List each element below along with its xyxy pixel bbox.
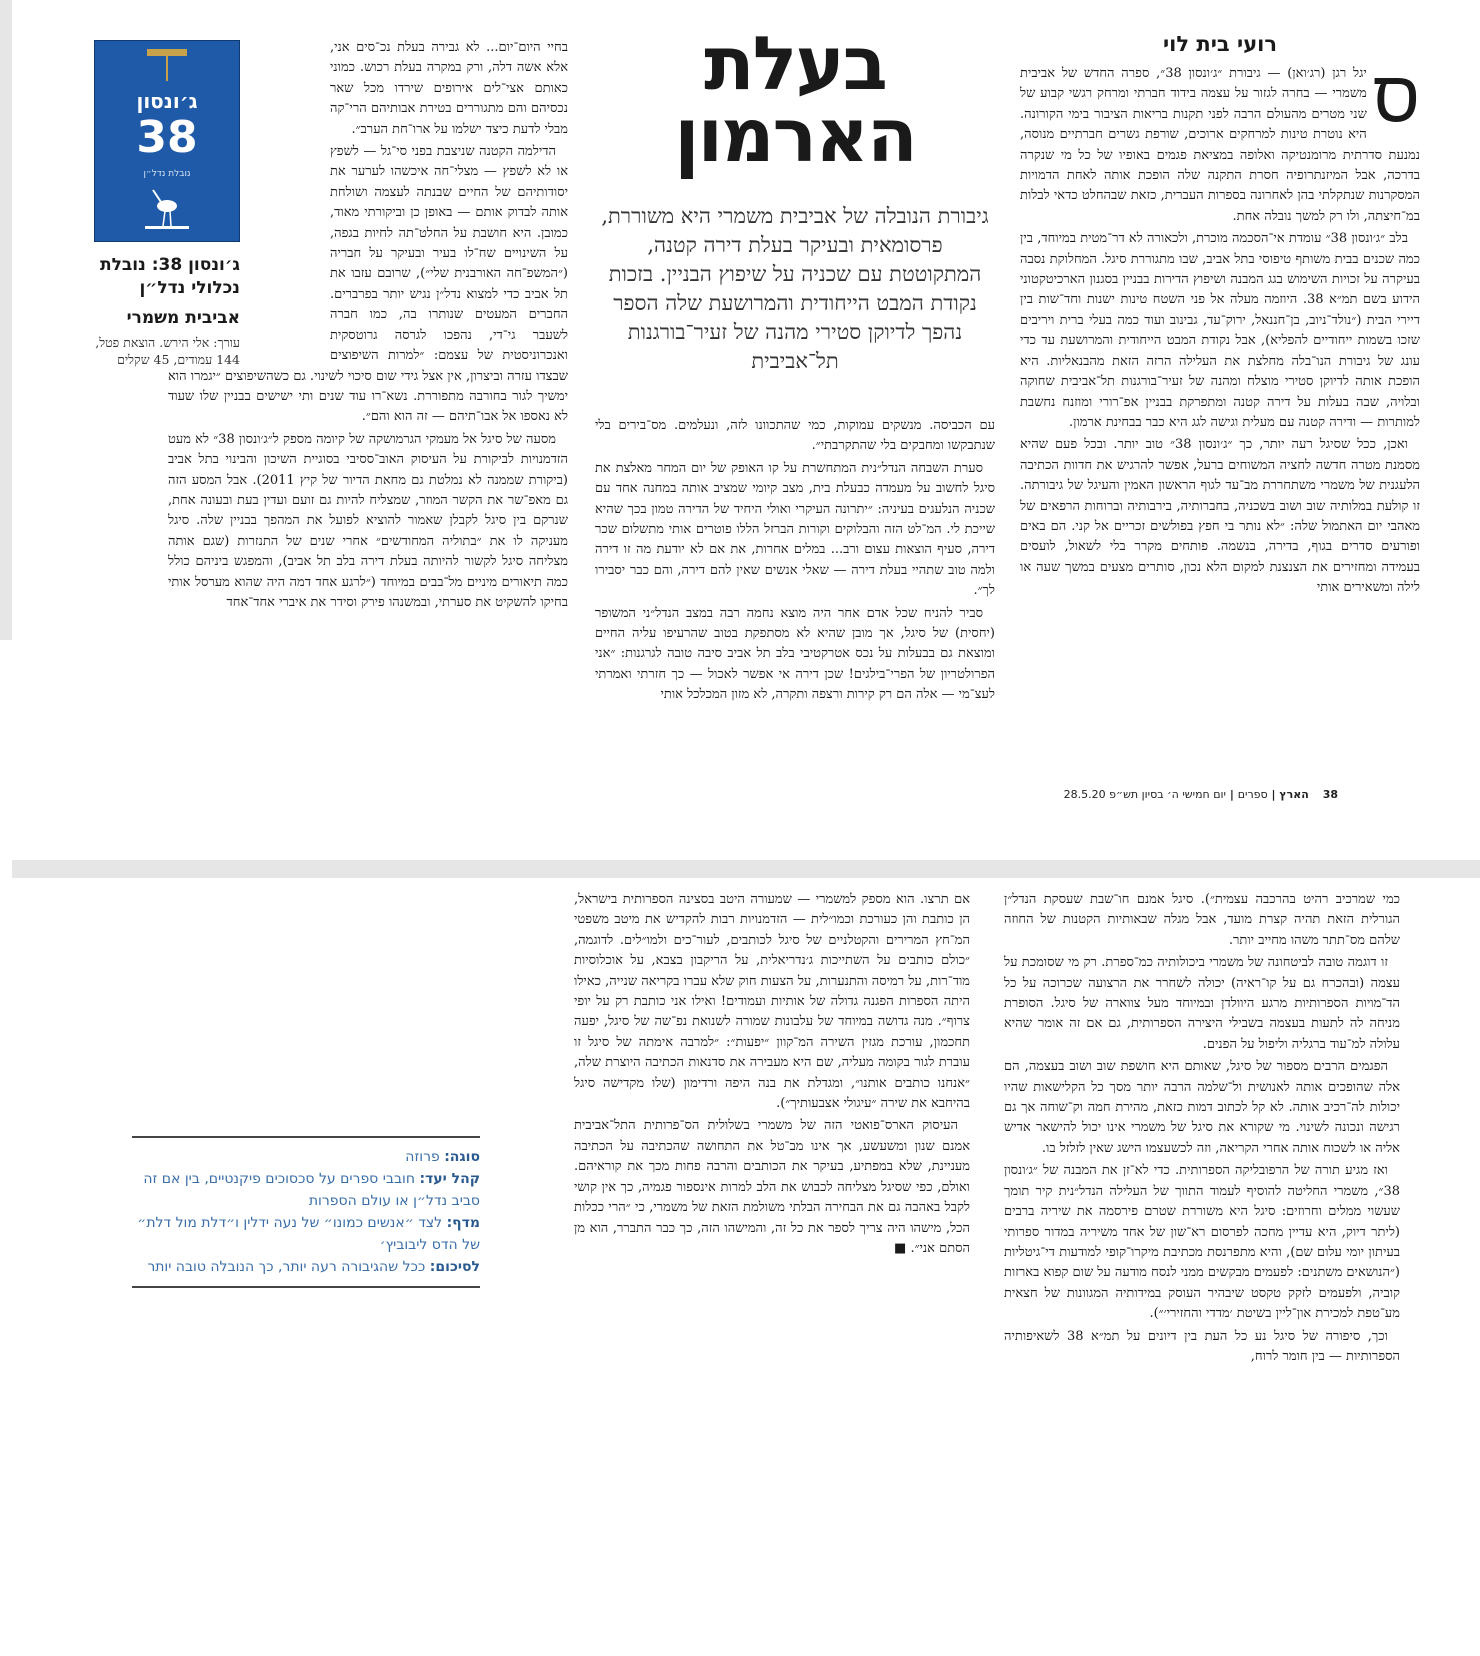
folio-paper: הארץ (1279, 788, 1309, 801)
cover-subtitle: נובלת נדל״ן (143, 169, 191, 179)
page-edge-strip (0, 0, 12, 640)
folio-page-number: 38 (1322, 788, 1338, 801)
paragraph: וכך, סיפורה של סיגל נע כל העת בין דיונים על תמ״א 38 לשאיפותיה הספרותיות — בין חומר לרוח, (1004, 1328, 1400, 1364)
paragraph: סביר להניח שכל אדם אחר היה מוצא נחמה רבה במצב הנדל״ני המשופר (יחסית) של סיגל, אך מובן שהיא לא מסתפקת בטוב שהרעיפו עליה החיים ומוצאת גם בבעלות על נכס אטרקטיבי בלב תל אביב סיבה טובה לגרגנות: ״אני הפרולטריון של הפרי־בילגים! שכן דירה אי אפשר לאכול — כך חזרתי ואמרתי לעצ־מי — אלה הם רק קירות ורצפה ותקרה, לא מזון המכלכל אותי (595, 605, 995, 703)
paragraph: הדילמה הקטנה שניצבת בפני סי־גל — לשפץ או לא לשפץ — מצלי־חה איכשהו לערער את יסודותיהם של החיים שבנתה לעצמה ושולחת אותה לבדוק אותם — באופן כן וביקורתי מאוד, כמובן. היא חושבת על החלט־תה לחיות בגפה, על השינויים שח־לו בעיר ובעיקר על חבריה (״המשפ־חה האורבנית שלי״), שרובם עזבו את תל אביב כדי למצוא נדל״ן נגיש יותר בפרברים. החברים המעטים שנותרו בה, כמו חברה לשעבר גי־די, נהפכו לגרסה גרוטסקית ואנכרוניסטית של עצמם: ״למרות השיפוצים שבצדו עזרה וביצרון, אין אצל גידי שום סיכוי לשינוי. גם כשהשיפוצים ״יגמרו הוא ימשיך לגור בחורבה מתפוררת. נשא־רו עוד שנים ותי ישישים בבניין שלו שעוד לא נאספו אל אבו־תיהם — זה הוא והם״. (168, 144, 568, 425)
book-title: ג׳ונסון 38: נובלת נכלולי נדל״ן (99, 255, 240, 298)
paragraph: בלב ״ג׳ונסון 38״ עומדת אי־הסכמה מוכרת, ולכאורה לא דר־מטית במיוחד, בין כמה שכנים בבית משותף טיפוסי בתל אביב, שבו מתגוררת סיגל. המחלוקת נסבה בעיקרה על זכויות השימוש בגג המבנה ושיפוץ הדירות בבניין בסגנון הארכיטקטוני הידוע בשם תמ״א 38. היוזמה מעלה אל פני השטח טינות ישנות וחד־שות בין דיירי הבית (״נולד־ניוב, בן־חננאל, ירוק־עד, גבינוב ועוד כמה בעלי ברית ויריבים שזכו בשמות ייחודיים להפליא), אבל נקודת המבט הייחודית והמרושעת עד כדי עונג של גיבורת הנו־בלה מחלצת את העלילה הרזה הזאת מהבנאליות. היא הופכת אותה לדיוקן סטירי מוצלח ומהנה של זעיר־בורגנות תל־אביבית שחוקה ובלויה, שבה בעלות על דירה קטנה ומתפרקת בבניין אפ־רורי ומוזנח נחשבת למותרות — ודירה קטנה עם מעלית וגישה לגג היא כבר בבחינת ארמון. (1020, 231, 1420, 430)
review-summary-box (132, 1136, 480, 1288)
headline-line-1: בעלת (704, 21, 886, 107)
paragraph: ואכן, ככל שסיגל רעה יותר, כך ״ג׳ונסון 38״ טוב יותר. ובכל פעם שהיא מסמנת מטרה חדשה לחציה המשוחים ברעל, אפשר להרגיש את חדוות הכתיבה הלעגנית של משמרי משתחררת מב־עד לגוף הראשון האמין והעיגל של גיבורתה. זו קולעת במלותיה שוב ושוב בשכניה, בחברותיה, בירבותיה וברוחות הרפאים של מאהבי יום האתמול שלה: ״לא נותר בי חפץ בפולשים זכריים אל קני. הם באים ופורעים סדרים בגוף, בדירה, בנשמה. פותחים מקרר בלי לשאול, לועסים בעמידה ומחזירים את הצנצנת למקום הלא נכון, סותרים מצעים במשך שעה או לילה ומשאירים אותי (1020, 437, 1420, 596)
summary-conclusion (132, 1256, 480, 1278)
folio-section: ספרים (1237, 788, 1268, 801)
column-right (1020, 32, 1420, 601)
paragraph: העיסוק הארס־פואטי הזה של משמרי בשלולית הס־פרותית התל־אביבית אמנם שנון ומשעשע, אך אינו מב־טל את התחושה שהכתיבה על הכתיבה מעניינת, שלא במפתיע, בעיקר את הכותבים והרבה פחות מכך את קוראיהם. ואולם, כפי שסיגל מצליחה לכבוש את הלב למרות אינספור פגמיה, כך אין קושי לקבל באהבה גם את הבחירה הבלתי משולמת הזאת של משמרי, כי ״הרי ככלות הכל, מישהו היה צריך לספר את כל זה, והמישהו הזה, כך כבר התברר, הוא מן הסתם אני״. ■ (574, 1118, 970, 1256)
page-separator (12, 860, 1480, 878)
drop-cap: ס (1372, 54, 1420, 138)
paragraph: סערת השבחה הנדל״נית המתחשרת על קו האופק של יום המחר מאלצת את סיגל לחשוב על מעמדה כבעלת בית, מצב קיומי שמציב אותה במחנה אחד עם שכניה הנלעגים בעיניה: ״יתרונה העיקרי ואולי היחיד של הדירה טמון בכך שהיא שייכת לי. המ־לט הזה והבלוקים וקורות הברזל הללו פוטרים אותי מתשלום שכר דירה, סעיף הוצאות עצום ורב... במלים אחרות, את אם לא יודעת מה זו דירה ולמה טוב שתהיי בעלת דירה — שאלי אנשים שאין להם דירה, והם כבר יסבירו לך״. (595, 460, 995, 599)
summary-value: חובבי ספרים על סכסוכים פיקנטיים, בין אם זה סביב נדל״ן או עולם הספרות (143, 1171, 480, 1209)
summary-audience (132, 1168, 480, 1212)
summary-genre (132, 1146, 480, 1168)
folio-divider: | (1225, 788, 1234, 801)
summary-value: לצד ״אנשים כמונו״ של נעה ידלין ו״דלת מול דלת״ של הדס ליבוביץ׳ (137, 1215, 480, 1253)
book-cover-image (94, 40, 240, 242)
bottom-column-right (1004, 890, 1400, 1369)
paragraph: ואז מגיע תורה של הרפובליקה הספרותית. כדי לא־זן את המבנה של ״ג׳ונסון 38״, משמרי החליטה להוסיף לעמוד התווך של העלילה הנדל״נית קיר תומך שעשוי ממלים וחרוזים: סיגל היא משוררת שטרם פירסמה את שיריה ברבים (ליתר דיוק, היא עדיין מחכה לפרסום רא־שון של אחד משיריה במדור ספרותי בעיתון יומי עלום שם), והיא מתפרנסת מכתיבת מיקרו־קופי למודעות די־גיטליות (״הנושאים משתנים: לפעמים מבקשים ממני לנסח מודעה על שום קפוא בארזות קוביה, ולפעמים לזקק טקסט שיבהיר העוסק במידותיה המגוונות של חצאית מע־טפת למכירת און־ליין בשיטת ׳מדדי והחזירי׳״). (1004, 1163, 1400, 1322)
paragraph: זו דוגמה טובה לביטחונה של משמרי ביכולותיה כמ־ספרת. רק מי שסומכת על עצמה (ובהכרח גם על קו־ראיה) יכולה לשחרר את הרצועה שכרוכה על כל הד־מויות הספרותיות מרגע היוולדן ובמיוחד מעל צווארה של סיגל. הסופרת מניחה לה לתעות בעצמה בשבילי היצירה הספרותית, גם אם זה אומר שהיא עלולה למ־עוד ברגליה וליפול על הפנים. (1004, 955, 1400, 1052)
summary-label: קהל יעד: (419, 1171, 480, 1187)
paragraph-text: יגל רגן (רג׳ואן) — גיבורת ״ג׳ונסון 38״, ספרה החדש של אביבית משמרי — בחרה לגזור על עצמה בידוד חברתי ומרחק רגשי קבוע של שני מטרים מהעולם הרבה לפני תקנות בריאות הציבור בימי הקורונה. היא נוטרת טינות למרחקים ארוכים, שורפת גשרים חברתיים מנוסה, נמנעת סדרתית מרומנטיקה ואלופה במציאת פגמים באופיו של כל מי שנקרה בדרכה, אבל המיזנתרופיה חסרת התקנה שלה הופכת אותה לאחת הדמויות המסקרנות שנתקלתי בהן לאחרונה בספרות העברית, כזאת שבהחלט כדאי לבלות במ־חיצתה, ולו רק למשך נובלה אחת. (1020, 66, 1420, 224)
paragraph-lead (1020, 54, 1420, 227)
summary-label: לסיכום: (429, 1259, 480, 1275)
article-body-right (1020, 54, 1420, 599)
summary-label: סוגה: (444, 1149, 480, 1165)
deck-subtitle: גיבורת הנובלה של אביבית משמרי היא משוררת, פרסומאית ובעיקר בעלת דירה קטנה, המתקוטטת עם שכניה על שיפוץ הבניין. בזכות נקודת המבט הייחודית והמרושעת שלה הספר נהפך לדיוקן סטירי מהנה של זעיר־בורגנות תל־אביבית (601, 204, 989, 373)
book-info-box (92, 40, 240, 368)
folio (1064, 788, 1338, 801)
paragraph: עם הכביסה. מנשקים עמוקות, כמי שהתכוונו לזה, ונעלמים. מס־בירים בלי שנתבקשו ומחבקים בלי שהתקרבתי״. (595, 418, 995, 454)
paragraph: בחיי היום־יום... לא גבירה בעלת נכ־סים אני, אלא אשה דלה, ורק במקרה בעלת רכוש. כמוני כאותם אצי־לים אירופים שירדו מכל שאר נכסיהם והם מתגוררים בטירת אבותיהם הרי־קה מבלי לדעת כיצד ישלמו על ארו־חת הערב״. (330, 40, 568, 137)
cover-title: ג׳ונסון (136, 89, 198, 113)
summary-value: ככל שהגיבורה רעה יותר, כך הנובלה טובה יותר (147, 1259, 426, 1275)
summary-shelf (132, 1212, 480, 1256)
folio-date: יום חמישי ה׳ בסיון תש״פ 28.5.20 (1063, 788, 1226, 801)
summary-label: מדף: (446, 1215, 480, 1231)
cover-number: 38 (136, 112, 198, 163)
folio-divider: | (1267, 788, 1276, 801)
top-page (12, 0, 1480, 840)
summary-value: פרוזה (405, 1149, 440, 1165)
book-meta: עורך: אלי הירש. הוצאת פטל, 144 עמודים, 45 שקלים (95, 335, 240, 367)
column-center (595, 21, 995, 708)
headline (595, 21, 995, 179)
bottom-column-center (574, 890, 970, 1261)
paragraph: אם תרצו. הוא מספק למשמרי — שמעורה היטב בסצינה הספרותית בישראל, הן כותבת והן כעורכת וכמו״לית — הזדמנויות רבות להקדיש את מיטב משפטי המ־חץ המרירים והקטלניים של סיגל לכותבים, לעור־כים ולמו״לים. לדוגמה, ״כולם כותבים על השתייכות ג׳נדריאלית, על הריקבון בצבא, על אוכלוסיות מוד־רות, על רמיסה והתנערות, על הצעות חוק שלא עברו בקריאה שנייה, כאילו היתה הספרות הפגנה גדולה של אותיות ועמודים! ואילו אני כותבת רק על יופי צרוף״. מנה גדושה במיוחד של עלבונות שמורה לשנואת נפ־שה של סיגל, יפעה תחכמון, עורכת מגזין השירה המ־קוון ״יפעות״: ״למרבה אימתה של סיגל זו עוברת לגור בקומה מעליה, שם היא מעבירה את סדנאות הכתיבה היוצרת שלה, ״אנחנו כותבים אותנו״, ומגדלת את בנה היפה ורדימון (שלו מקדישה סיגל בהיחבא את שירה ״עיגולי אצבעותיך״). (574, 892, 970, 1112)
book-author: אביבית משמרי (126, 308, 240, 328)
paragraph: מסעה של סיגל אל מעמקי הגרמושקה של קיומה מספק ל״ג׳ונסון 38״ לא מעט הזדמנויות לביקורת על העיסוק האוב־ססיבי בסוגיית השיכון והבינוי בתל אביב (ביקורת שממנה לא נמלטת גם מחאת הדיור של קיץ 2011). אבל המסע הזה גם מאפ־שר את הקשר המוזר, שמצליח להיות גם זועם ועדין בעת ובעונה אחת, שנרקם בין סיגל לקבלן שאמור להוציא לפועל את המהפך בבניין שלה. סיגל מעניקה לו את ״בתוליה המחודשים״ אחרי שנים של התנזרות (שגם אותה מצליחה סיגל לקשור להיותה בעלת דירה בלב תל אביב), והמפגש ביניהם כולל כמה תיאורים מיניים מל־בבים במיוחד (״לרגע אחד דמה היה שהוא מערסל אותי בחיקו להשקיט את סערתי, ובמשנהו פירק וסידר את איברי אחד־אחד (168, 431, 568, 610)
article-body-center (595, 416, 995, 706)
headline-line-2: הארמון (674, 93, 916, 179)
bottom-page (12, 880, 1480, 1656)
byline: רועי בית לוי (1162, 32, 1278, 56)
paragraph: הפגמים הרבים מספור של סיגל, שאותם היא חושפת שוב ושוב בעצמה, הם אלה שהופכים אותה לאנושית ול־שלמה הרבה יותר מסך כל הקלישאות שהיו יכולות לה־רכיב אותה. לא קל לכתוב דמות כזאת, מהירת חמה וק־שוחה אך גם רגישה ונכונה לשינוי. מי שקורא את סיגל של משמרי אינו יכול להישאר אדיש אליה או לשכוח אותה אחרי הקריאה, וזה לכשעצמו הישג שאין לזלזל בו. (1004, 1059, 1400, 1156)
paragraph: כמי שמרכיב רהיט בהרכבה עצמית״). סיגל אמנם חו־שבת שעסקת הנדל״ן הגורלית הזאת תהיה קצרת מועד, אבל מגלה שבאותיות הקטנות של החוזה שלהם מס־תתר משהו מחייב יותר. (1004, 892, 1400, 948)
